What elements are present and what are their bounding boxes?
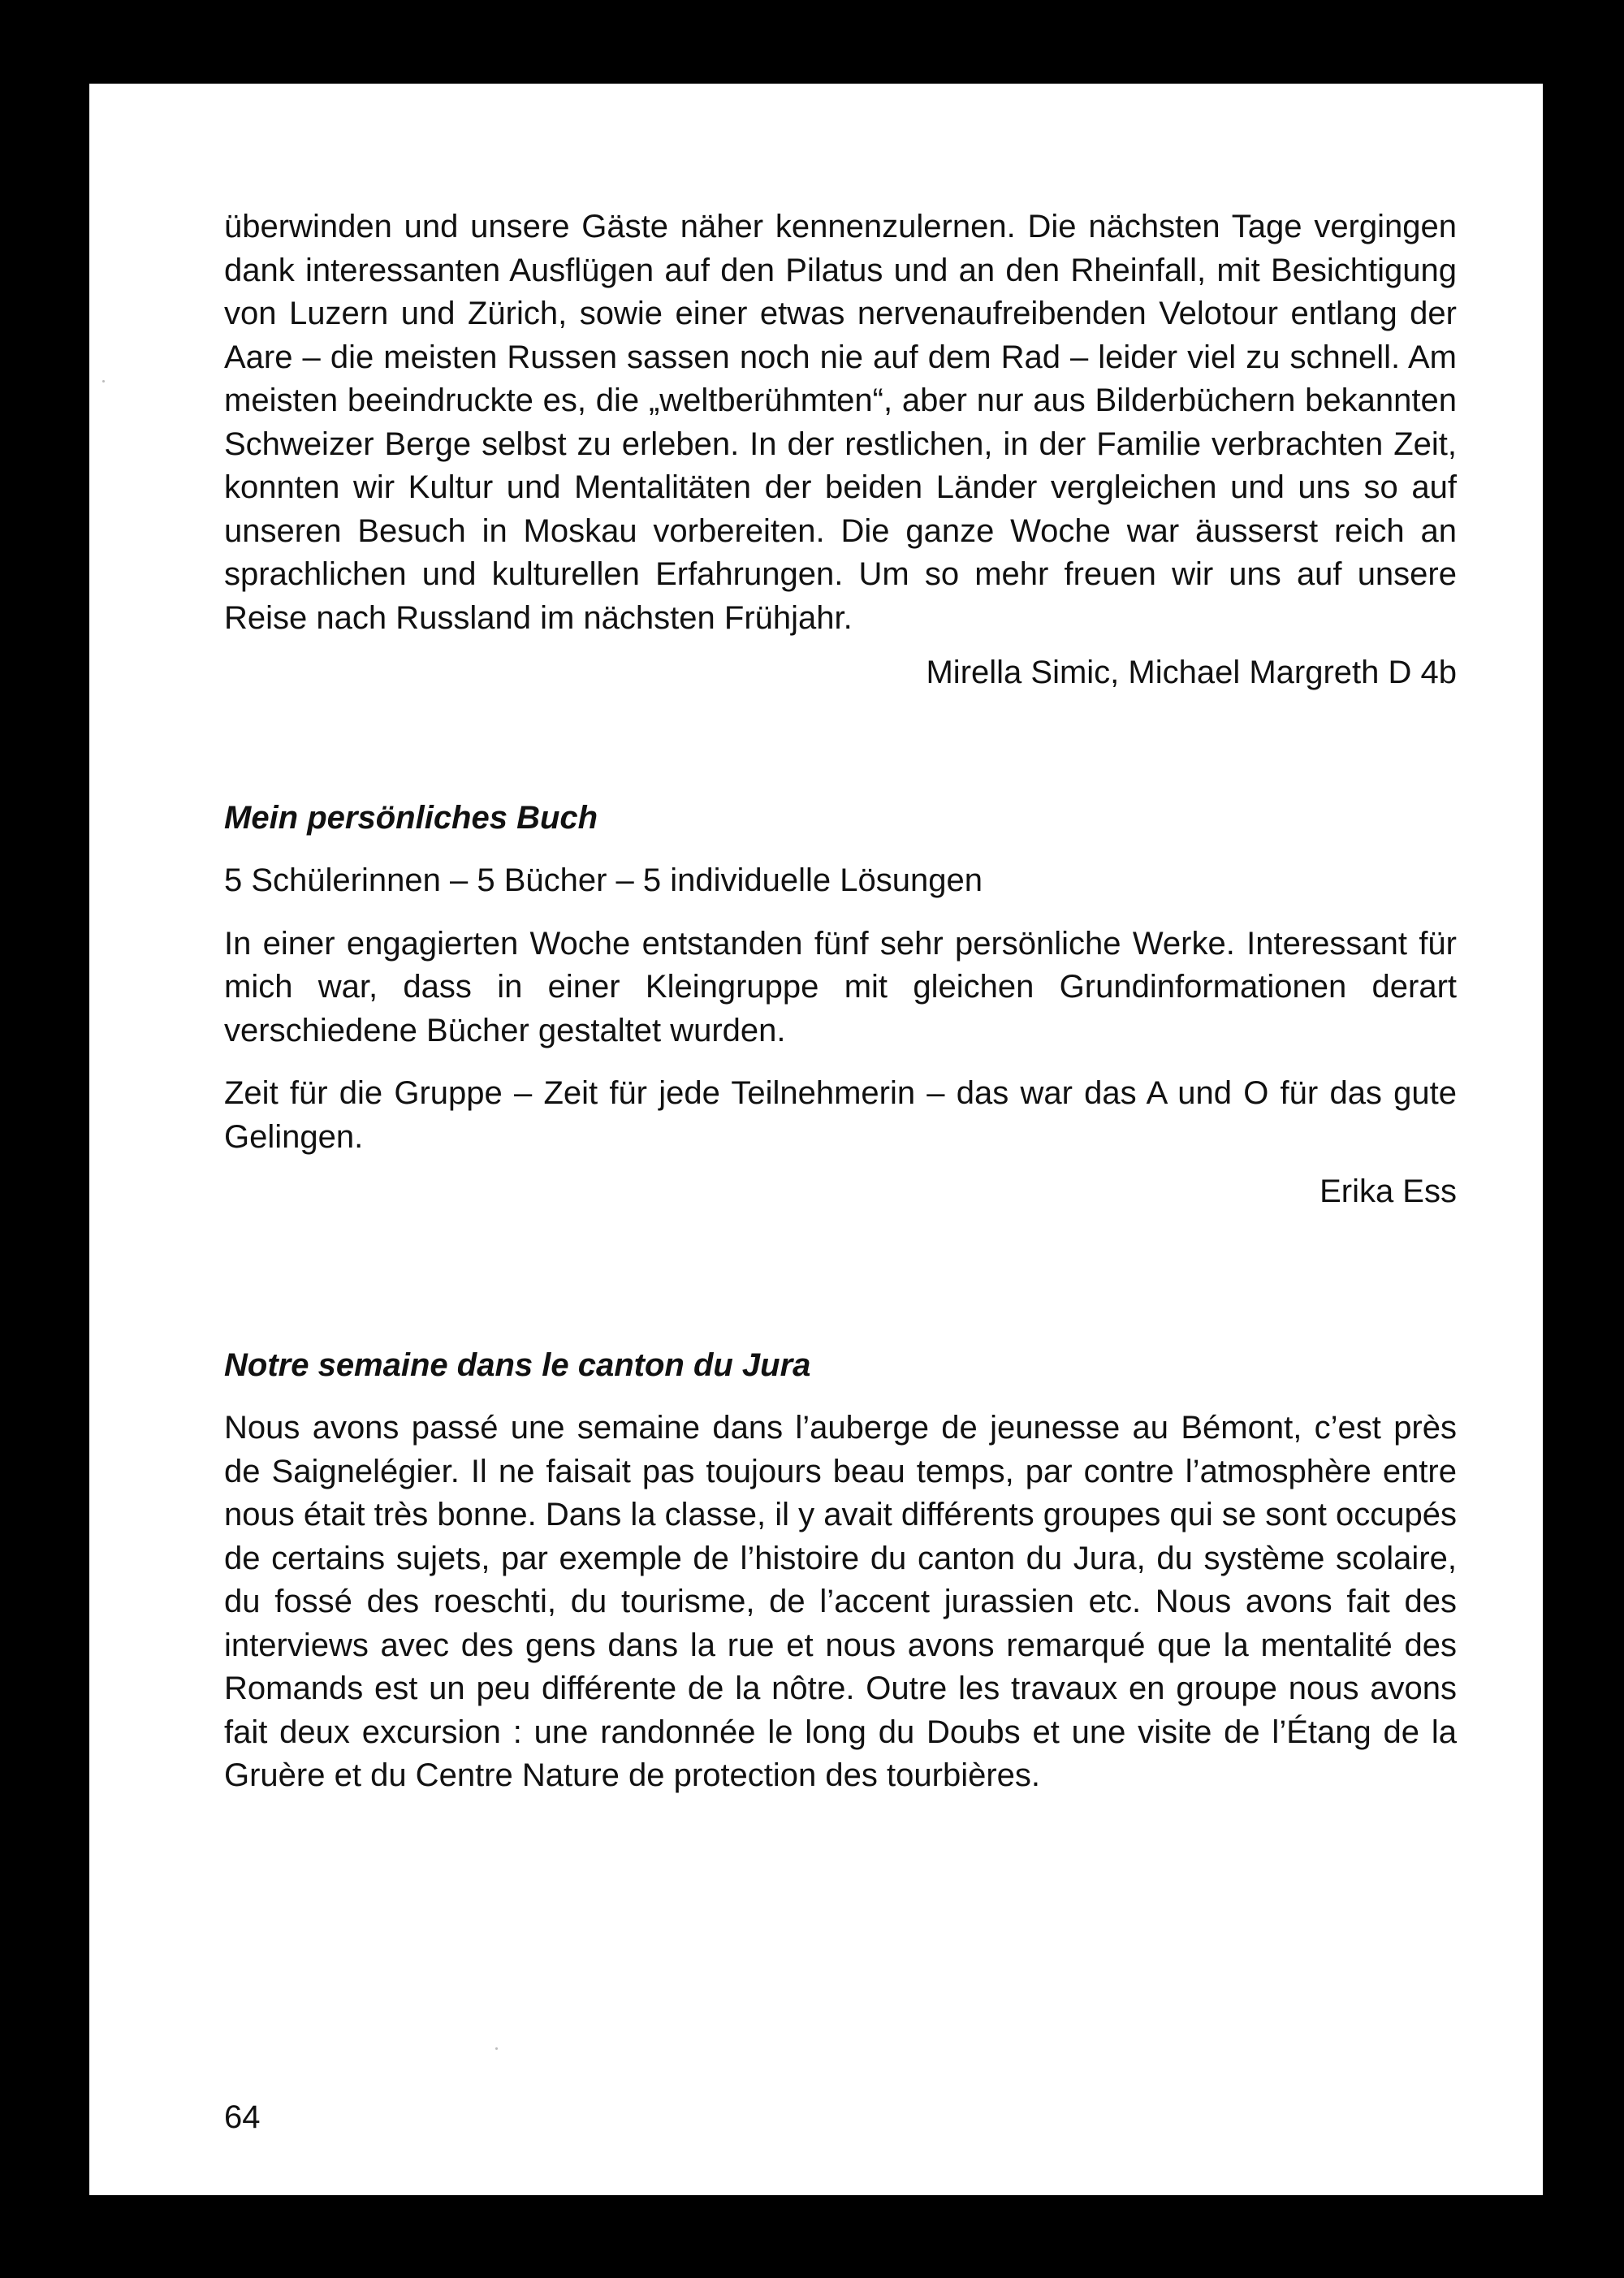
section1-signature: Mirella Simic, Michael Margreth D 4b bbox=[926, 655, 1457, 690]
section2-subline: 5 Schülerinnen – 5 Bücher – 5 individuelle Lösungen bbox=[224, 862, 983, 898]
section3-heading: Notre semaine dans le canton du Jura bbox=[224, 1346, 811, 1383]
page-content bbox=[224, 205, 1457, 1798]
section2-heading: Mein persönliches Buch bbox=[224, 799, 598, 836]
section2-paragraph-2: Zeit für die Gruppe – Zeit für jede Teilnehmerin – das war das A und O für das gute Gelingen. bbox=[224, 1075, 1457, 1155]
section1-paragraph: überwinden und unsere Gäste näher kennenzulernen. Die nächsten Tage vergingen dank interessanten Ausflügen auf den Pilatus und an den Rheinfall, mit Besichtigung von Luzern und Zürich, sowie einer etwas nervenaufreibenden Velotour entlang der Aare – die meisten Russen sassen noch nie auf dem Rad – leider viel zu schnell. Am meisten beeindruckte es, die „weltberühmten“, aber nur aus Bilderbüchern bekannten Schweizer Berge selbst zu erleben. In der restlichen, in der Familie verbrachten Zeit, konnten wir Kultur und Mentalitäten der beiden Länder vergleichen und uns so auf unseren Besuch in Moskau vorbereiten. Die ganze Woche war äusserst reich an sprachlichen und kulturellen Erfahrungen. Um so mehr freuen wir uns auf unsere Reise nach Russland im nächsten Frühjahr. bbox=[224, 209, 1457, 636]
section2-paragraph-1: In einer engagierten Woche entstanden fünf sehr persönliche Werke. Interessant für mich war, dass in einer Kleingruppe mit gleichen Grundinformationen derart verschiedene Bücher gestaltet wurden. bbox=[224, 925, 1457, 1048]
section2-signature: Erika Ess bbox=[1320, 1174, 1457, 1209]
section3-paragraph: Nous avons passé une semaine dans l’auberge de jeunesse au Bémont, c’est près de Saignelégier. Il ne faisait pas toujours beau temps, par contre l’atmosphère entre nous était très bonne. Dans la classe, il y avait différents groupes qui se sont occupés de certains sujets, par exemple de l’histoire du canton du Jura, du système scolaire, du fossé des roeschti, du tourisme, de l’accent jurassien etc. Nous avons fait des interviews avec des gens dans la rue et nous avons remarqué que la mentalité des Romands est un peu différente de la nôtre. Outre les travaux en groupe nous avons fait deux excursion : une randonnée le long du Doubs et une visite de l’Étang de la Gruère et du Centre Nature de protection des tourbières. bbox=[224, 1410, 1457, 1793]
scan-speck bbox=[495, 2047, 498, 2050]
section-spacer bbox=[224, 695, 1457, 797]
scan-speck bbox=[102, 380, 105, 383]
document-page bbox=[89, 84, 1543, 2195]
section-spacer bbox=[224, 1214, 1457, 1344]
page-number: 64 bbox=[224, 2099, 261, 2135]
